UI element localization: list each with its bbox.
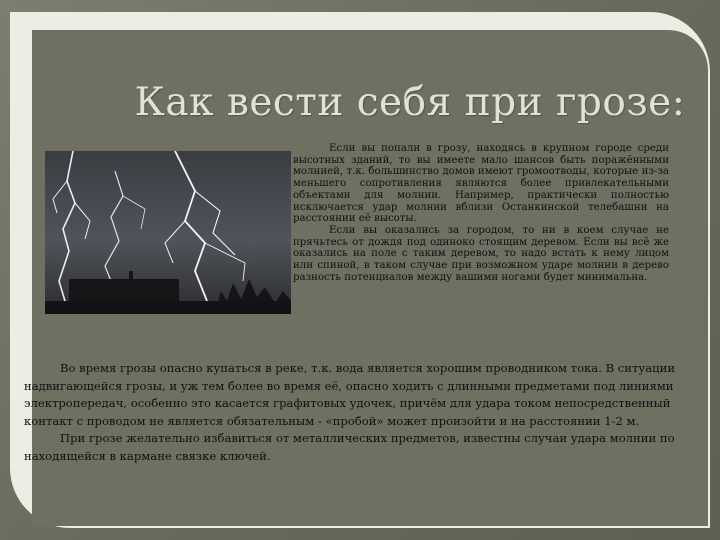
side-paragraph: Если вы оказались за городом, то ни в коем случае не прячьтесь от дождя под одиноко стоящим деревом. Если вы всё же оказались на поле с таким деревом, то надо встать к нему лицом или спиной, в таком случае при возможном ударе молнии в дерево разность потенциалов между вашими ногами будет минимальна.	[293, 224, 669, 283]
lightning-photo	[45, 151, 291, 314]
bottom-text-block	[24, 360, 676, 466]
side-text-block	[293, 143, 669, 283]
side-paragraph: Если вы попали в грозу, находясь в крупном городе среди высотных зданий, то вы имеете мало шансов быть поражёнными молнией, т.к. большинство домов имеют громоотводы, которые из-за меньшего сопротивления являются более привлекательными объектами для молнии. Например, практически полностью исключается удар молнии вблизи Останкинской телебашни на расстоянии её высоты.	[293, 143, 669, 225]
bottom-paragraph: При грозе желательно избавиться от металлических предметов, известны случаи удара молнии по находящейся в кармане связке ключей.	[24, 431, 675, 463]
slide-title: Как вести себя при грозе:	[134, 80, 686, 126]
bottom-paragraph: Во время грозы опасно купаться в реке, т.к. вода является хорошим проводником тока. В ситуации надвигающейся грозы, и уж тем более во время её, опасно ходить с длинными предметами под линиями электропередач, особенно это касается графитовых удочек, причём для удара током непосредственный контакт с проводом не является обязательным - «пробой» может произойти и на расстоянии 1-2 м.	[24, 361, 676, 428]
